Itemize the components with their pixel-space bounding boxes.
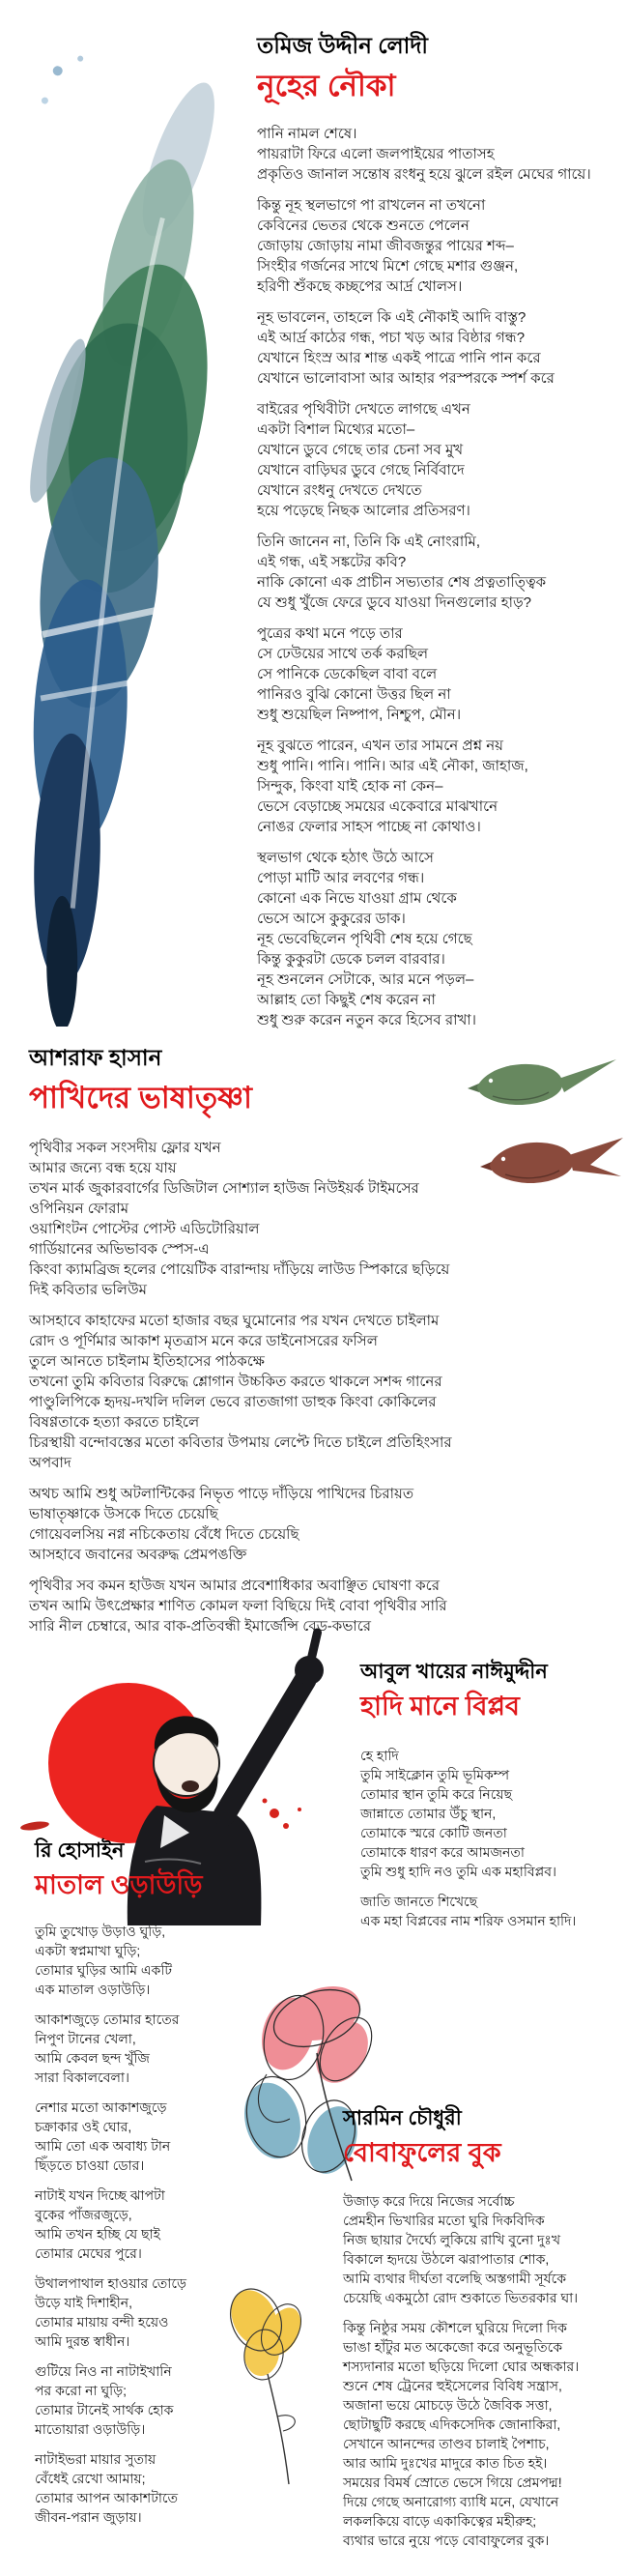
- poem-line: নাটাইভরা মায়ার সুতায়: [35, 2451, 156, 2468]
- poem-line: সময়ের বিমর্ষ স্রোতে ভেসে গিয়ে প্রেমপদ্ম!: [343, 2475, 562, 2491]
- stanza: [29, 1576, 620, 1636]
- poem-line: সিংহীর গর্জনের সাথে মিশে গেছে মশার গুঞ্জন,: [257, 258, 519, 275]
- poem-body: [360, 1746, 623, 1930]
- poem-line: জাতি জানতে শিখেছে: [360, 1894, 478, 1910]
- poem-line: ওয়াশিংটন পোস্টের পোস্ট এডিটোরিয়াল: [29, 1221, 260, 1238]
- stanza: [35, 1922, 305, 1999]
- poem-line: রোদ ও পূর্ণিমার আকাশ মৃতত্রাস মনে করে ডাইনোসরের ফসিল: [29, 1333, 378, 1350]
- poem-line: পৃথিবীর সব কমন হাউজ যখন আমার প্রবেশাধিকার অবাঞ্ছিত ঘোষণা করে: [29, 1577, 440, 1595]
- stanza: [257, 307, 620, 389]
- poem-line: উথালপাথাল হাওয়ার তোড়ে: [35, 2275, 186, 2292]
- poem-line: ছিঁড়তে চাওয়া ডোর।: [35, 2157, 145, 2174]
- poem-line: বেঁধেই রেখো আমায়;: [35, 2471, 146, 2487]
- poem-line: আমার জন্যে বন্ধ হয়ে যায়: [29, 1160, 177, 1177]
- stanza: [35, 2098, 305, 2175]
- poem-line: গুটিয়ে নিও না নাটাইখানি: [35, 2363, 172, 2380]
- poem-title: নূহের নৌকা: [257, 69, 396, 103]
- poem-line: জান্নাতে তোমার উঁচু স্থান,: [360, 1806, 497, 1822]
- poem-body: [35, 1922, 305, 2527]
- poem-section-pakhider-bhashatrishna: [29, 1045, 620, 1647]
- poem-line: উজাড় করে দিয়ে নিজের সর্বোচ্চ: [343, 2193, 515, 2210]
- poem-line: তোমার আপন আকাশটাতে: [35, 2490, 179, 2506]
- stanza: [360, 1892, 623, 1930]
- poem-line: তোমাকে স্মরে কোটি জনতা: [360, 1825, 507, 1841]
- poem-author: আশরাফ হাসান: [29, 1045, 162, 1070]
- poem-line: পানি নামল শেষে।: [257, 126, 357, 143]
- poem-author: তমিজ উদ্দীন লোদী: [257, 33, 429, 58]
- poem-line: তুমি তুখোড় উড়াও ঘুড়ি,: [35, 1924, 166, 1940]
- poem-body: [29, 1138, 620, 1636]
- poem-line: অথচ আমি শুধু অটলান্টিকের নিভৃত পাড়ে দাঁড়িয়ে পাখিদের চিরায়ত: [29, 1486, 414, 1503]
- stanza: [29, 1138, 620, 1300]
- poem-line: বিকালে হৃদয়ে উঠলে ঝরাপাতার শোক,: [343, 2251, 550, 2268]
- poem-line: শুধু শুয়েছিল নিষ্পাপ, নিশ্চুপ, মৌন।: [257, 707, 462, 724]
- poem-line: গোয়েবলসিয় নগ্ন নচিকেতায় বেঁধে দিতে চেয়েছি: [29, 1526, 299, 1544]
- stanza: [257, 736, 620, 837]
- poem-line: নূহ ভেবেছিলেন পৃথিবী শেষ হয়ে গেছে: [257, 931, 472, 948]
- poem-line: যেখানে রংধনু দেখতে দেখতে: [257, 482, 422, 500]
- poem-line: তখন মার্ক জুকারবার্গের ডিজিটাল সোশ্যাল হাউজ নিউইয়র্ক টাইমসের: [29, 1180, 419, 1198]
- poem-section-bobafuler-buk: [343, 2107, 623, 2561]
- poem-author: সারমিন চৌধুরী: [343, 2107, 462, 2129]
- poem-line: কিন্তু কুকুরটা ডেকে চলল বারবার।: [257, 951, 445, 969]
- poem-section-hadi-mane-biplob: [360, 1661, 623, 1941]
- poem-line: তুমি শুধু হাদি নও তুমি এক মহাবিপ্লব।: [360, 1864, 557, 1880]
- stanza: [35, 2361, 305, 2439]
- poem-line: তোমার ঘুড়ির আমি একটি: [35, 1962, 172, 1979]
- stanza: [257, 195, 620, 297]
- poem-line: নিপুণ টানের খেলা,: [35, 2031, 136, 2047]
- poem-line: নাকি কোনো এক প্রাচীন সভ্যতার শেষ প্রত্নতাত্ত্বিক: [257, 574, 547, 592]
- poem-line: পায়রাটা ফিরে এলো জলপাইয়ের পাতাসহ: [257, 146, 495, 163]
- poem-line: নূহ শুনলেন সেটাকে, আর মনে পড়ল–: [257, 971, 474, 989]
- stanza: [35, 2010, 305, 2087]
- poem-line: সে পানিকে ডেকেছিল বাবা বলে: [257, 666, 438, 683]
- poem-line: সারা বিকালবেলা।: [35, 2069, 129, 2086]
- poem-line: ভেসে বেড়াচ্ছে সময়ের একেবারে মাঝখানে: [257, 798, 498, 816]
- poem-line: নেশার মতো আকাশজুড়ে: [35, 2099, 167, 2116]
- poem-line: নোঙর ফেলার সাহস পাচ্ছে না কোথাও।: [257, 819, 481, 836]
- poem-line: তখনো তুমি কবিতার বিরুদ্ধে শ্লোগান উচ্চকিত করতে থাকলে সশব্দ গানের: [29, 1374, 442, 1391]
- poem-line: আকাশজুড়ে তোমার হাতের: [35, 2012, 180, 2028]
- poem-line: তিনি জানেন না, তিনি কি এই নোংরামি,: [257, 534, 480, 551]
- poem-line: দিয়ে গেছে অনারোগ্য ব্যাধি মনে, যেখানে: [343, 2494, 559, 2510]
- poem-line: হরিণী শুঁকছে কচ্ছপের আর্দ্র খোলস।: [257, 278, 463, 296]
- stanza: [35, 2273, 305, 2351]
- poem-line: পৃথিবীর সকল সংসদীয় ফ্লোর যখন: [29, 1140, 221, 1157]
- poem-line: পোড়া মাটি আর লবণের গন্ধ।: [257, 870, 425, 887]
- poem-line: তখন আমি উৎপ্রেক্ষার শাণিত কোমল ফলা বিছিয়ে দিই বোবা পৃথিবীর সারি: [29, 1598, 447, 1615]
- poem-line: দিই কবিতার ভলিউম: [29, 1282, 147, 1299]
- stanza: [35, 2449, 305, 2527]
- poem-line: ভাষাতৃষ্ণাকে উসকে দিতে চেয়েছি: [29, 1506, 218, 1523]
- poem-line: ভাঙা হাঁটুর মত অকেজো করে অনুভূতিকে: [343, 2339, 563, 2356]
- poem-line: আসহাবে কাহাফের মতো হাজার বছর ঘুমোনোর পর যখন দেখতে চাইলাম: [29, 1313, 440, 1330]
- poem-line: তোমার মেঘের পুরে।: [35, 2245, 142, 2262]
- poem-line: স্থলভাগ থেকে হঠাৎ উঠে আসে: [257, 850, 434, 867]
- poem-line: আর আমি দুঃখের মাদুরে কাত চিত হই।: [343, 2455, 548, 2472]
- poem-line: তুমি সাইক্লোন তুমি ভূমিকম্প: [360, 1767, 510, 1783]
- poem-line: কোনো এক নিভে যাওয়া গ্রাম থেকে: [257, 890, 457, 908]
- poem-line: এক মহা বিপ্লবের নাম শরিফ ওসমান হাদি।: [360, 1913, 577, 1929]
- poem-body: [257, 124, 620, 1030]
- poem-line: তোমার টানেই সার্থক হোক: [35, 2402, 174, 2418]
- poem-line: শুনে শেষ ট্রেনের হুইসেলের বিবিধ সন্ত্রাস,: [343, 2378, 562, 2394]
- poem-line: শস্যদানার মতো ছড়িয়ে দিলো ঘোর অন্ধকার।: [343, 2359, 580, 2375]
- poem-line: নিজ ছায়ার দৈর্ঘ্যে লুকিয়ে রাখি বুনো দুঃখ: [343, 2232, 561, 2248]
- poem-line: ছোটাছুটি করছে এদিকসেদিক জোনাকিরা,: [343, 2417, 561, 2433]
- poem-line: পর করো না ঘুড়ি;: [35, 2383, 128, 2399]
- poem-line: বাইরের পৃথিবীটা দেখতে লাগছে এখন: [257, 401, 470, 419]
- poem-line: চিরস্থায়ী বন্দোবস্তের মতো কবিতার উপমায় লেপ্টে দিতে চাইলে প্রতিহিংসার: [29, 1434, 452, 1452]
- poem-line: আমি ব্যথার দীর্ঘতা বলেছি অস্তগামী সূর্যকে: [343, 2271, 567, 2287]
- poem-line: জোড়ায় জোড়ায় নামা জীবজন্তুর পায়ের শব্দ–: [257, 238, 514, 255]
- poem-line: যেখানে ডুবে গেছে তার চেনা সব মুখ: [257, 442, 464, 459]
- stanza: [257, 623, 620, 725]
- poem-line: সিন্দুক, কিংবা যাই হোক না কেন–: [257, 778, 443, 796]
- poem-line: এক মাতাল ওড়াউড়ি।: [35, 1982, 151, 1998]
- poem-line: হয়ে পড়েছে নিছক আলোর প্রতিসরণ।: [257, 503, 470, 520]
- poem-line: চেয়েছি একমুঠো রোদ শুকাতে ভিতরকার ঘা।: [343, 2290, 579, 2306]
- poem-line: চক্রাকার ওই ঘোর,: [35, 2119, 132, 2135]
- poem-line: এই আর্দ্র কাঠের গন্ধ, পচা খড় আর বিষ্ঠার গন্ধ?: [257, 330, 526, 347]
- stanza: [360, 1746, 623, 1881]
- poem-section-nuher-nouka: [257, 33, 620, 1041]
- stanza: [343, 2318, 623, 2550]
- poem-line: নূহ ভাবলেন, তাহলে কি এই নৌকাই আদি বাস্তু?: [257, 309, 526, 327]
- poem-author: আবুল খায়ের নাঈমুদ্দীন: [360, 1661, 548, 1683]
- poem-line: গার্ডিয়ানের অভিভাবক স্পেস-এ: [29, 1241, 210, 1259]
- poem-line: তোমার স্থান তুমি করে নিয়েছ: [360, 1786, 513, 1803]
- poem-line: একটা স্বপ্নমাখা ঘুড়ি;: [35, 1943, 141, 1959]
- poem-line: আল্লাহ তো কিছুই শেষ করেন না: [257, 992, 436, 1009]
- poem-line: অজানা ভয়ে মোচড়ে উঠে জৈবিক সত্তা,: [343, 2397, 553, 2414]
- poem-line: সারি নীল চেম্বারে, আর বাক-প্রতিবন্ধী ইমার্জেন্সি বেড-কভারে: [29, 1618, 372, 1635]
- stanza: [257, 399, 620, 521]
- poem-line: সে ঢেউয়ের সাথে তর্ক করছিল: [257, 646, 429, 663]
- poem-line: তোমার মায়ায় বন্দী হয়েও: [35, 2314, 169, 2330]
- poem-line: যেখানে ভালোবাসা আর আহার পরস্পরকে স্পর্শ করে: [257, 370, 555, 388]
- poem-line: শুধু শুরু করেন নতুন করে হিসেব রাখা।: [257, 1012, 477, 1029]
- stanza: [257, 532, 620, 613]
- poem-line: প্রেমহীন ভিখারির মতো ঘুরি দিকবিদিক: [343, 2213, 545, 2229]
- poem-line: পুত্রের কথা মনে পড়ে তার: [257, 625, 403, 643]
- poem-line: ওপিনিয়ন ফোরাম: [29, 1201, 129, 1218]
- poem-line: মাতোয়ারা ওড়াউড়ি।: [35, 2421, 146, 2438]
- stanza: [35, 2185, 305, 2263]
- poem-section-matal-oraouri: [35, 1839, 305, 2537]
- stanza: [257, 848, 620, 1030]
- poem-line: উড়ে যাই দিশাহীন,: [35, 2295, 133, 2311]
- poem-line: ভেসে আসে কুকুরের ডাক।: [257, 911, 406, 928]
- poem-line: লকলকিয়ে বাড়ে একাকিত্বের মহীরুহ;: [343, 2513, 537, 2530]
- poem-line: তোমাকে ধারণ করে আমজনতা: [360, 1844, 525, 1861]
- stanza: [29, 1311, 620, 1473]
- poem-line: আমি তো এক অবাধ্য টান: [35, 2138, 171, 2155]
- stanza: [29, 1484, 620, 1565]
- poem-author: রি হোসাইন: [35, 1839, 125, 1862]
- poem-line: পানিরও বুঝি কোনো উত্তর ছিল না: [257, 686, 451, 704]
- poem-line: আমি তখন হচ্ছি যে ছাই: [35, 2226, 160, 2243]
- poem-line: কিন্তু নূহ স্থলভাগে পা রাখলেন না তখনো: [257, 197, 486, 215]
- poem-line: আমি কেবল ছন্দ খুঁজি: [35, 2050, 150, 2067]
- poem-title: হাদি মানে বিপ্লব: [360, 1692, 520, 1722]
- poem-line: আসহাবে জবানের অবরুদ্ধ প্রেমপঙক্তি: [29, 1547, 247, 1564]
- poem-line: কিন্তু নিষ্ঠুর সময় কৌশলে ঘুরিয়ে দিলো দিক: [343, 2320, 567, 2336]
- poem-line: যেখানে হিংস্র আর শান্ত একই পাত্রে পানি পান করে: [257, 350, 541, 367]
- poem-line: প্রকৃতিও জানাল সন্তোষ রংধনু হয়ে ঝুলে রইল মেঘের গায়ে।: [257, 166, 591, 184]
- poem-body: [343, 2191, 623, 2550]
- poem-line: কেবিনের ভেতর থেকে শুনতে পেলেন: [257, 217, 470, 235]
- poem-line: বিষণ্ণতাকে হত্যা করতে চাইলে: [29, 1414, 200, 1432]
- poem-line: বুকের পাঁজরজুড়ে,: [35, 2207, 132, 2223]
- poem-line: আমি দুরন্ত স্বাধীন।: [35, 2333, 130, 2350]
- poem-line: জীবন-পরান জুড়ায়।: [35, 2509, 142, 2526]
- poem-line: সেখানে আনন্দের তাণ্ডব চালাই পৈশাচ,: [343, 2436, 550, 2452]
- poem-title: বোবাফুলের বুক: [343, 2138, 501, 2168]
- poem-line: হে হাদি: [360, 1748, 399, 1764]
- poem-title: মাতাল ওড়াউড়ি: [35, 1870, 203, 1900]
- stanza: [343, 2191, 623, 2307]
- poem-line: কিংবা ক্যামব্রিজ হলের পোয়েটিক বারান্দায় দাঁড়িয়ে লাউড স্পিকারে ছড়িয়ে: [29, 1261, 450, 1279]
- stanza: [257, 124, 620, 185]
- poem-line: ব্যথার ভারে নুয়ে পড়ে বোবাফুলের বুক।: [343, 2533, 550, 2549]
- poem-line: যেখানে বাড়িঘর ডুবে গেছে নির্বিবাদে: [257, 462, 465, 479]
- poem-line: শুধু পানি। পানি। পানি। আর এই নৌকা, জাহাজ,: [257, 758, 528, 775]
- poem-title: পাখিদের ভাষাতৃষ্ণা: [29, 1081, 253, 1115]
- poem-line: পাণ্ডুলিপিকে হৃদয়-দখলি দলিল ভেবে রাতজাগা ডাহুক কিংবা কোকিলের: [29, 1394, 437, 1411]
- poem-line: একটা বিশাল মিথ্যের মতো–: [257, 421, 415, 439]
- poem-line: নূহ বুঝতে পারেন, এখন তার সামনে প্রশ্ন নয়: [257, 738, 503, 755]
- poem-line: নাটাই যখন দিচ্ছে ঝাপটা: [35, 2187, 165, 2204]
- poem-line: তুলে আনতে চাইলাম ইতিহাসের পাঠকক্ষে: [29, 1353, 265, 1371]
- poem-line: যে শুধু খুঁজে ফেরে ডুবে যাওয়া দিনগুলোর হাড়?: [257, 594, 531, 612]
- poem-line: এই গন্ধ, এই সঙ্কটের কবি?: [257, 554, 407, 571]
- poem-line: অপবাদ: [29, 1455, 71, 1472]
- watercolor-feather-illustration: [0, 41, 236, 1027]
